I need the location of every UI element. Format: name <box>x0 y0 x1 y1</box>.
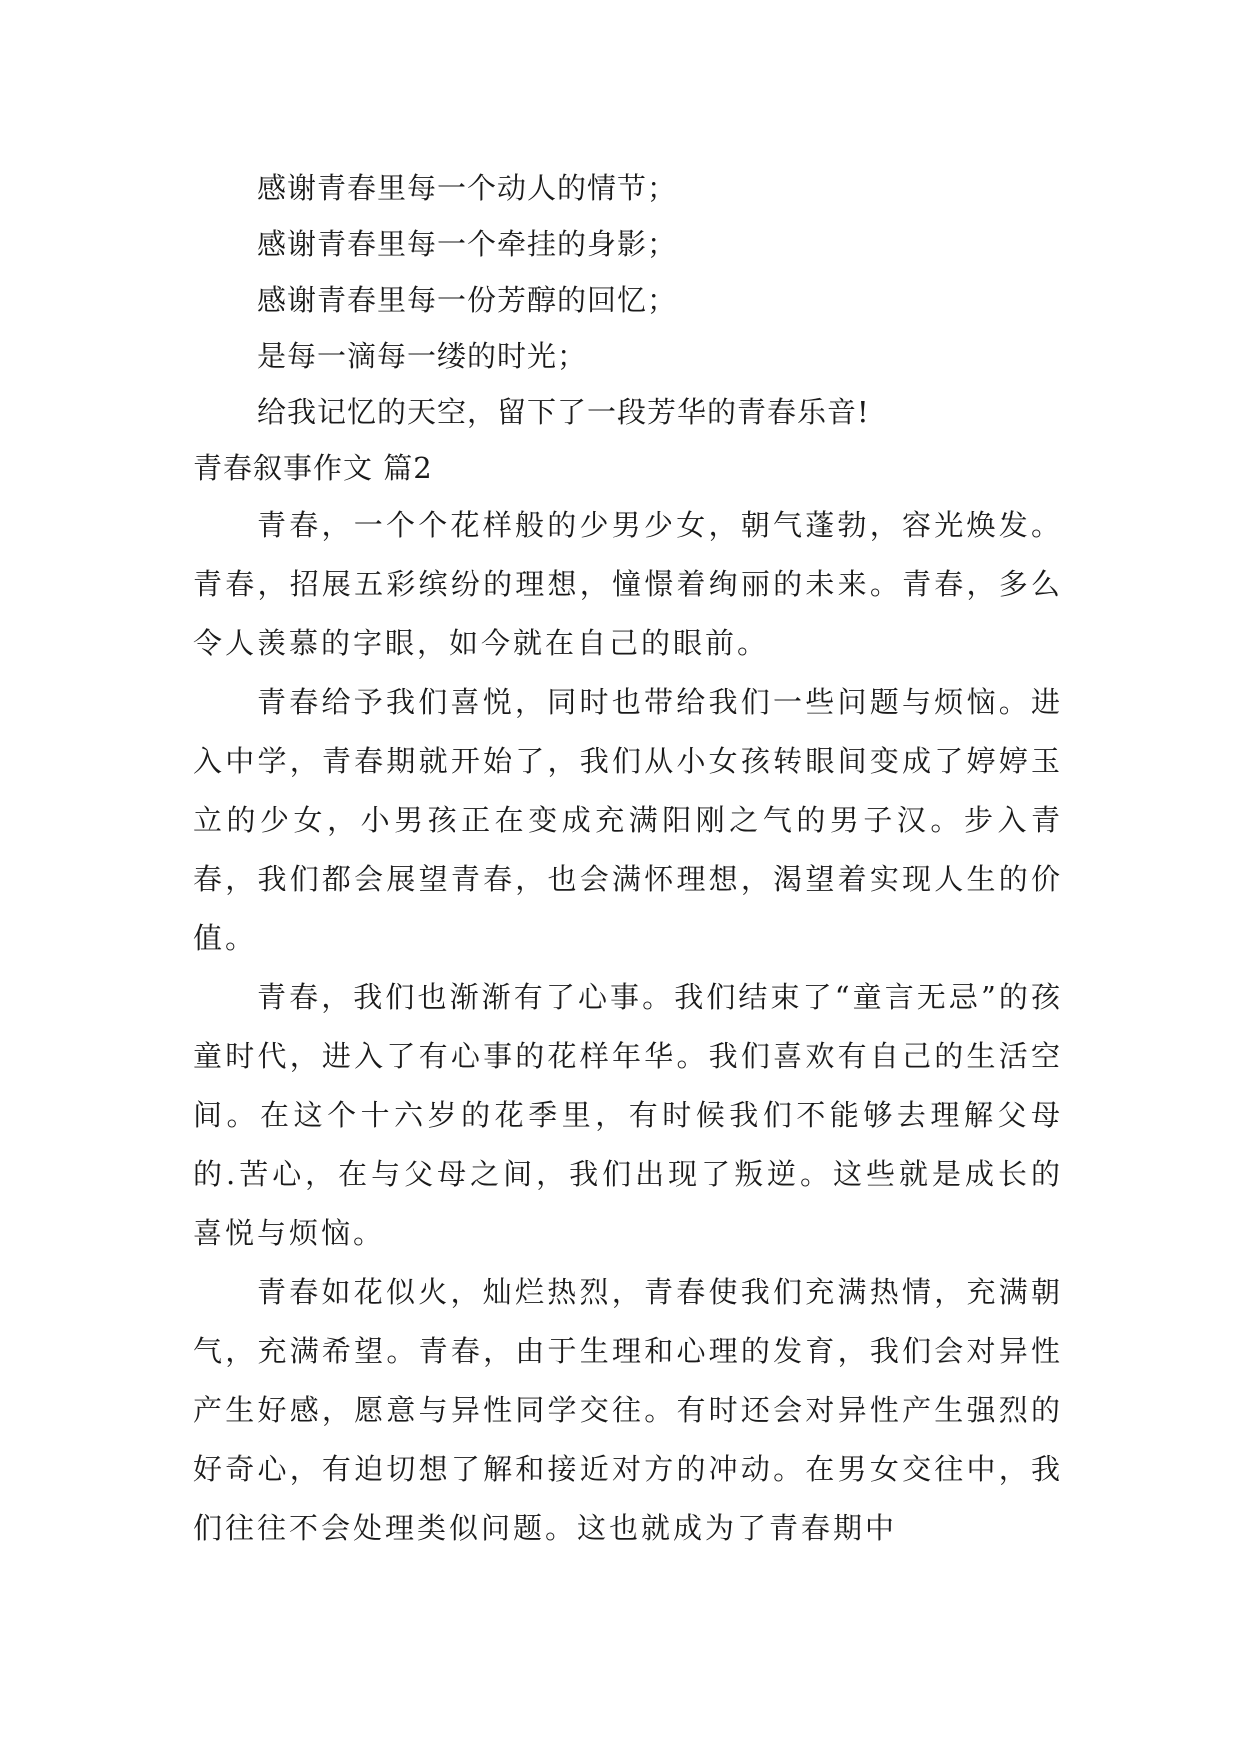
paragraph-1: 青春，一个个花样般的少男少女，朝气蓬勃，容光焕发。青春，招展五彩缤纷的理想，憧憬着绚丽的未来。青春，多么令人羡慕的字眼，如今就在自己的眼前。 <box>193 508 1063 660</box>
document-body <box>193 160 1063 1558</box>
poem-line-2: 感谢青春里每一个牵挂的身影； <box>257 227 678 261</box>
poem-line-4: 是每一滴每一缕的时光； <box>257 339 588 373</box>
section-heading: 青春叙事作文 篇2 <box>193 451 433 485</box>
paragraph-3: 青春，我们也渐渐有了心事。我们结束了“童言无忌”的孩童时代，进入了有心事的花样年华。我们喜欢有自己的生活空间。在这个十六岁的花季里，有时候我们不能够去理解父母的.苦心，在与父母之间，我们出现了叛逆。这些就是成长的喜悦与烦恼。 <box>193 980 1063 1250</box>
paragraph-2: 青春给予我们喜悦，同时也带给我们一些问题与烦恼。进入中学，青春期就开始了，我们从小女孩转眼间变成了婷婷玉立的少女，小男孩正在变成充满阳刚之气的男子汉。步入青春，我们都会展望青春，也会满怀理想，渴望着实现人生的价值。 <box>193 685 1063 955</box>
poem-line-3: 感谢青春里每一份芳醇的回忆； <box>257 283 678 317</box>
poem-line-5: 给我记忆的天空，留下了一段芳华的青春乐音! <box>257 395 870 429</box>
poem-line-1: 感谢青春里每一个动人的情节； <box>257 171 678 205</box>
paragraph-4: 青春如花似火，灿烂热烈，青春使我们充满热情，充满朝气，充满希望。青春，由于生理和心理的发育，我们会对异性产生好感，愿意与异性同学交往。有时还会对异性产生强烈的好奇心，有迫切想了解和接近对方的冲动。在男女交往中，我们往往不会处理类似问题。这也就成为了青春期中 <box>193 1275 1063 1545</box>
